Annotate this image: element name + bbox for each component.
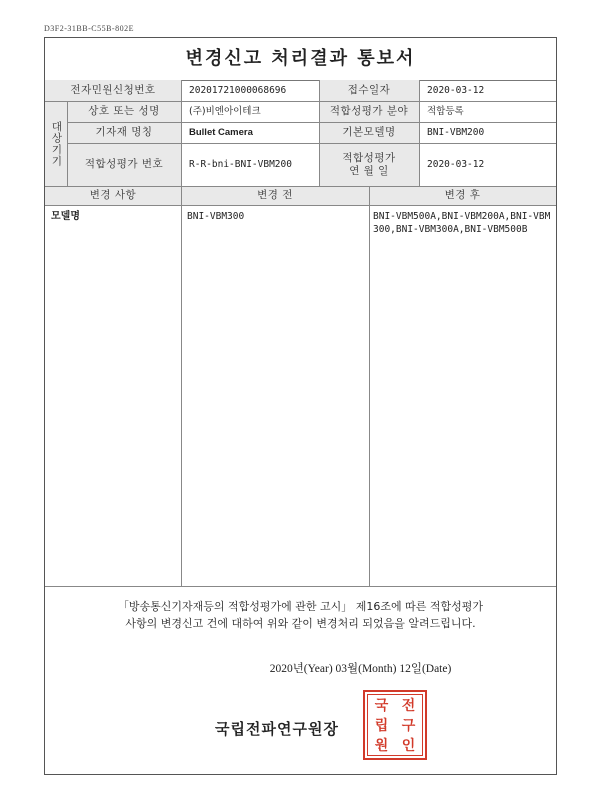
changes-header-before: 변경 전 [181,186,369,205]
grid-line [419,80,420,186]
change-after: BNI-VBM500A,BNI-VBM200A,BNI-VBM300,BNI-VBM300A,BNI-VBM500B [373,211,551,235]
receipt-date-value: 2020-03-12 [427,85,485,96]
change-item: 모델명 [51,211,80,222]
document-title: 변경신고 처리결과 통보서 [45,38,556,81]
issue-date: 2020년(Year) 03월(Month) 12일(Date) [269,663,452,675]
target-device-text: 대상기기 [50,120,63,167]
document-id: D3F2-31BB-C55B-802E [44,24,134,33]
cert-date-value: 2020-03-12 [427,159,485,170]
seal-char: 전 [401,698,416,714]
grid-line [319,80,320,186]
cert-date-label-line2: 연 월 일 [349,164,389,177]
seal-char: 인 [401,738,416,754]
seal-char: 립 [374,718,389,734]
notice-line-1: 「방송통신기자재등의 적합성평가에 관한 고시」 제16조에 따른 적합성평가 [117,600,484,613]
cert-no-label: 적합성평가 번호 [67,143,181,186]
issuer-name: 국립전파연구원장 [215,720,339,738]
receipt-date-label: 접수일자 [319,80,419,101]
grid-line [67,143,556,144]
basic-model-label: 기본모델명 [319,122,419,143]
notice-text [45,598,556,632]
field-label: 적합성평가 분야 [319,101,419,122]
target-device-label [45,101,67,186]
grid-line [45,101,556,102]
notice-line-2: 사항의 변경신고 건에 대하여 위와 같이 변경처리 되었음을 알려드립니다. [125,617,476,630]
changes-header-item: 변경 사항 [45,186,181,205]
grid-line [67,122,556,123]
change-before: BNI-VBM300 [187,211,245,222]
grid-line [181,80,182,186]
app-no-label: 전자민원신청번호 [45,80,181,101]
app-no-value: 20201721000068696 [189,85,287,96]
official-seal [363,690,427,760]
company-label: 상호 또는 성명 [67,101,181,122]
cert-date-label [319,143,419,186]
grid-line [369,186,370,586]
certificate-frame [44,37,557,775]
grid-line [45,586,556,587]
grid-line [45,186,556,187]
equipment-name-label: 기자재 명칭 [67,122,181,143]
equipment-name-value: Bullet Camera [189,127,253,138]
grid-line [67,101,68,186]
changes-header-after: 변경 후 [369,186,556,205]
field-value: 적합등록 [427,106,464,117]
cert-no-value: R-R-bni-BNI-VBM200 [189,159,292,170]
seal-char: 구 [401,718,416,734]
seal-char: 원 [374,738,389,754]
seal-char: 국 [374,698,389,714]
grid-line [45,205,556,206]
basic-model-value: BNI-VBM200 [427,127,485,138]
grid-line [181,186,182,586]
cert-date-label-line1: 적합성평가 [342,151,396,164]
company-value: (주)비엔아이테크 [189,106,261,117]
